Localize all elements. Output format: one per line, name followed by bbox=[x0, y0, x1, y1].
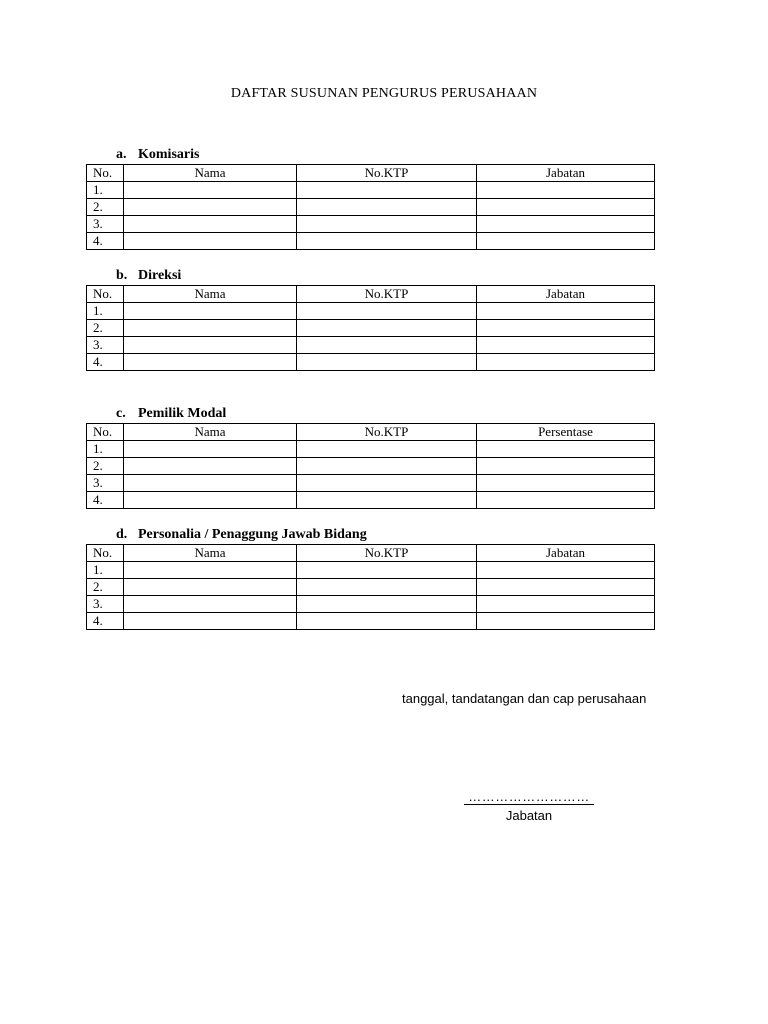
table-header-row bbox=[87, 286, 655, 303]
section-title: Komisaris bbox=[138, 147, 200, 162]
row-number: 3. bbox=[87, 596, 124, 613]
row-number: 1. bbox=[87, 303, 124, 320]
row-number: 4. bbox=[87, 233, 124, 250]
header-no: No. bbox=[87, 165, 124, 182]
jabatan-cell bbox=[477, 320, 655, 337]
row-number: 4. bbox=[87, 492, 124, 509]
jabatan-cell bbox=[477, 337, 655, 354]
row-number: 1. bbox=[87, 441, 124, 458]
ktp-cell bbox=[297, 441, 477, 458]
nama-cell bbox=[124, 613, 297, 630]
header-ktp: No.KTP bbox=[297, 165, 477, 182]
jabatan-cell bbox=[477, 233, 655, 250]
row-number: 4. bbox=[87, 354, 124, 371]
table-row bbox=[87, 492, 655, 509]
jabatan-cell bbox=[477, 199, 655, 216]
section-heading bbox=[86, 405, 654, 423]
row-number: 2. bbox=[87, 458, 124, 475]
jabatan-cell bbox=[477, 303, 655, 320]
nama-cell bbox=[124, 458, 297, 475]
header-persentase: Persentase bbox=[477, 424, 655, 441]
row-number: 1. bbox=[87, 182, 124, 199]
ktp-cell bbox=[297, 320, 477, 337]
row-number: 1. bbox=[87, 562, 124, 579]
ktp-cell bbox=[297, 458, 477, 475]
row-number: 3. bbox=[87, 216, 124, 233]
nama-cell bbox=[124, 562, 297, 579]
row-number: 2. bbox=[87, 579, 124, 596]
nama-cell bbox=[124, 199, 297, 216]
persentase-cell bbox=[477, 441, 655, 458]
row-number: 2. bbox=[87, 320, 124, 337]
header-nama: Nama bbox=[124, 165, 297, 182]
nama-cell bbox=[124, 233, 297, 250]
document-title: DAFTAR SUSUNAN PENGURUS PERUSAHAAN bbox=[230, 86, 538, 101]
komisaris-table bbox=[86, 164, 655, 250]
personalia-table bbox=[86, 544, 655, 630]
ktp-cell bbox=[297, 354, 477, 371]
header-nama: Nama bbox=[124, 286, 297, 303]
nama-cell bbox=[124, 182, 297, 199]
nama-cell bbox=[124, 492, 297, 509]
section-heading bbox=[86, 526, 654, 544]
signature-line: ……………………… bbox=[464, 790, 594, 805]
signature-block bbox=[464, 790, 594, 825]
direksi-table bbox=[86, 285, 655, 371]
jabatan-cell bbox=[477, 354, 655, 371]
persentase-cell bbox=[477, 475, 655, 492]
section-title: Direksi bbox=[138, 268, 182, 283]
signature-role: Jabatan bbox=[505, 808, 553, 823]
header-no: No. bbox=[87, 424, 124, 441]
header-jabatan: Jabatan bbox=[477, 286, 655, 303]
signature-date-line: tanggal, tandatangan dan cap perusahaan bbox=[402, 691, 647, 706]
ktp-cell bbox=[297, 199, 477, 216]
section-heading bbox=[86, 267, 654, 285]
section-komisaris bbox=[86, 146, 654, 250]
jabatan-cell bbox=[477, 579, 655, 596]
ktp-cell bbox=[297, 233, 477, 250]
nama-cell bbox=[124, 475, 297, 492]
jabatan-cell bbox=[477, 182, 655, 199]
section-letter: b. bbox=[116, 268, 128, 283]
header-nama: Nama bbox=[124, 424, 297, 441]
table-row bbox=[87, 475, 655, 492]
header-ktp: No.KTP bbox=[297, 424, 477, 441]
ktp-cell bbox=[297, 596, 477, 613]
section-letter: c. bbox=[116, 406, 126, 421]
nama-cell bbox=[124, 337, 297, 354]
jabatan-cell bbox=[477, 562, 655, 579]
ktp-cell bbox=[297, 475, 477, 492]
row-number: 2. bbox=[87, 199, 124, 216]
persentase-cell bbox=[477, 492, 655, 509]
section-direksi bbox=[86, 267, 654, 371]
section-personalia bbox=[86, 526, 654, 630]
row-number: 3. bbox=[87, 337, 124, 354]
header-jabatan: Jabatan bbox=[477, 165, 655, 182]
table-row bbox=[87, 303, 655, 320]
jabatan-cell bbox=[477, 216, 655, 233]
section-letter: a. bbox=[116, 147, 127, 162]
pemilik-modal-table bbox=[86, 423, 655, 509]
table-row bbox=[87, 579, 655, 596]
header-jabatan: Jabatan bbox=[477, 545, 655, 562]
nama-cell bbox=[124, 216, 297, 233]
table-row bbox=[87, 613, 655, 630]
table-row bbox=[87, 199, 655, 216]
table-row bbox=[87, 320, 655, 337]
nama-cell bbox=[124, 596, 297, 613]
header-nama: Nama bbox=[124, 545, 297, 562]
ktp-cell bbox=[297, 579, 477, 596]
persentase-cell bbox=[477, 458, 655, 475]
header-no: No. bbox=[87, 545, 124, 562]
ktp-cell bbox=[297, 303, 477, 320]
ktp-cell bbox=[297, 613, 477, 630]
ktp-cell bbox=[297, 182, 477, 199]
section-title: Pemilik Modal bbox=[138, 406, 227, 421]
header-ktp: No.KTP bbox=[297, 286, 477, 303]
ktp-cell bbox=[297, 492, 477, 509]
table-row bbox=[87, 441, 655, 458]
table-header-row bbox=[87, 165, 655, 182]
table-row bbox=[87, 182, 655, 199]
section-pemilik-modal bbox=[86, 405, 654, 509]
table-row bbox=[87, 596, 655, 613]
nama-cell bbox=[124, 354, 297, 371]
nama-cell bbox=[124, 320, 297, 337]
nama-cell bbox=[124, 303, 297, 320]
header-ktp: No.KTP bbox=[297, 545, 477, 562]
row-number: 3. bbox=[87, 475, 124, 492]
jabatan-cell bbox=[477, 596, 655, 613]
nama-cell bbox=[124, 441, 297, 458]
jabatan-cell bbox=[477, 613, 655, 630]
table-row bbox=[87, 354, 655, 371]
table-header-row bbox=[87, 545, 655, 562]
table-row bbox=[87, 233, 655, 250]
table-row bbox=[87, 458, 655, 475]
table-row bbox=[87, 216, 655, 233]
table-row bbox=[87, 337, 655, 354]
nama-cell bbox=[124, 579, 297, 596]
section-heading bbox=[86, 146, 654, 164]
table-header-row bbox=[87, 424, 655, 441]
section-letter: d. bbox=[116, 527, 128, 542]
header-no: No. bbox=[87, 286, 124, 303]
table-row bbox=[87, 562, 655, 579]
section-title: Personalia / Penaggung Jawab Bidang bbox=[138, 527, 367, 542]
ktp-cell bbox=[297, 337, 477, 354]
ktp-cell bbox=[297, 216, 477, 233]
ktp-cell bbox=[297, 562, 477, 579]
row-number: 4. bbox=[87, 613, 124, 630]
